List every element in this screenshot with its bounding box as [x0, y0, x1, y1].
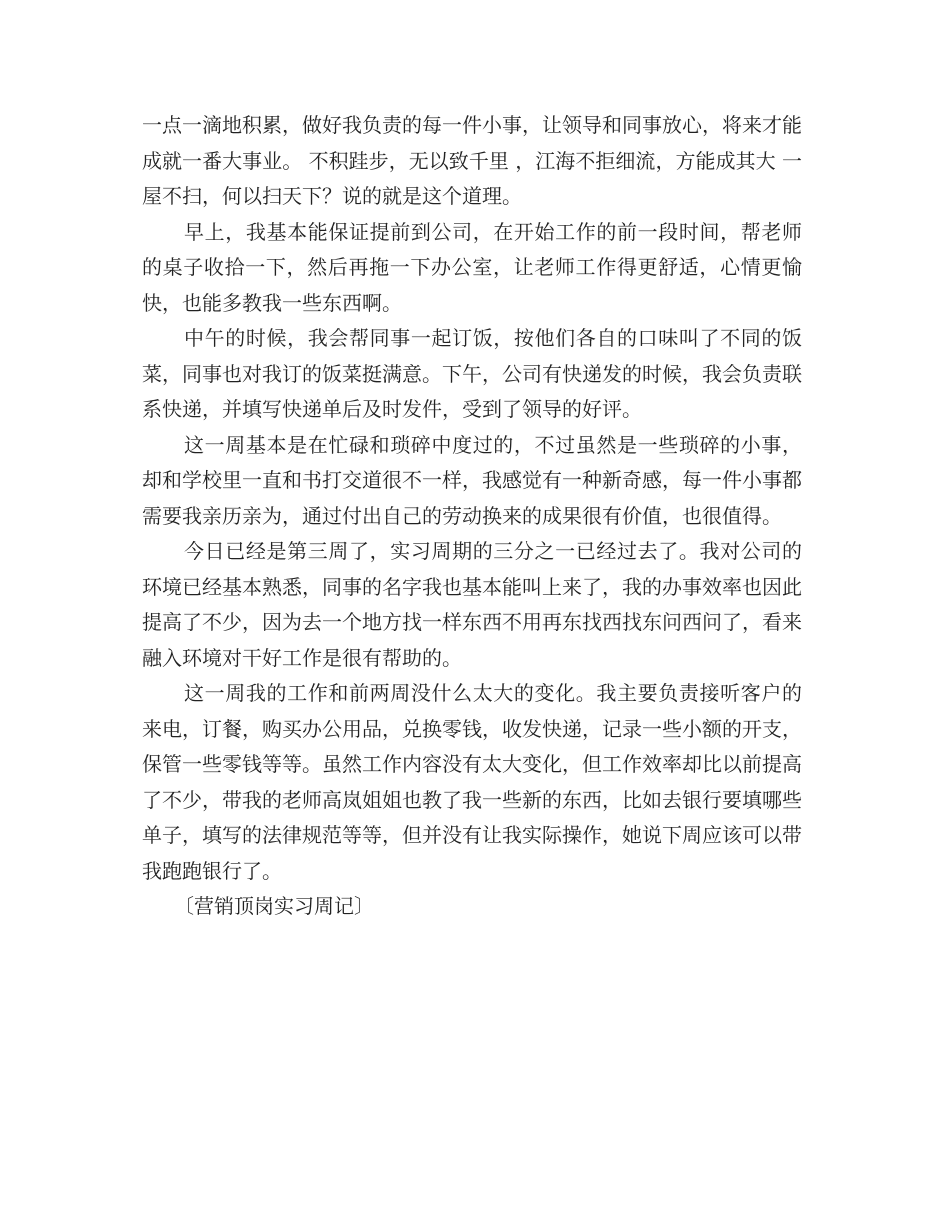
paragraph-6: 这一周我的工作和前两周没什么太大的变化。我主要负责接听客户的来电，订餐，购买办公用品，兑换零钱，收发快递，记录一些小额的开支，保管一些零钱等等。虽然工作内容没有太大变化，但工作效率却比以前提高了不少，带我的老师高岚姐姐也教了我一些新的东西，比如去银行要填哪些单子，填写的法律规范等等，但并没有让我实际操作，她说下周应该可以带我跑跑银行了。	[142, 681, 802, 883]
paragraph-4: 这一周基本是在忙碌和琐碎中度过的，不过虽然是一些琐碎的小事，却和学校里一直和书打交道很不一样，我感觉有一种新奇感，每一件小事都需要我亲历亲为，通过付出自己的劳动换来的成果很有价值，也很值得。	[142, 432, 802, 528]
footer-note: 〔营销顶岗实习周记〕	[174, 894, 374, 918]
paragraph-3: 中午的时候，我会帮同事一起订饭，按他们各自的口味叫了不同的饭菜，同事也对我订的饭菜挺满意。下午，公司有快递发的时候，我会负责联系快递，并填写快递单后及时发件，受到了领导的好评。	[142, 326, 802, 421]
paragraph-2: 早上，我基本能保证提前到公司，在开始工作的前一段时间，帮老师的桌子收拾一下，然后再拖一下办公室，让老师工作得更舒适，心情更愉快，也能多教我一些东西啊。	[142, 219, 802, 315]
paragraph-5: 今日已经是第三周了，实习周期的三分之一已经过去了。我对公司的环境已经基本熟悉，同事的名字我也基本能叫上来了，我的办事效率也因此提高了不少，因为去一个地方找一样东西不用再东找西找东问西问了，看来融入环境对干好工作是很有帮助的。	[142, 539, 802, 670]
paragraph-1: 一点一滴地积累，做好我负责的每一件小事，让领导和同事放心，将来才能成就一番大事业。 不积跬步，无以致千里 ，江海不拒细流，方能成其大 一屋不扫，何以扫天下？说的就是这个道理。	[142, 113, 802, 208]
document-page	[142, 108, 802, 925]
